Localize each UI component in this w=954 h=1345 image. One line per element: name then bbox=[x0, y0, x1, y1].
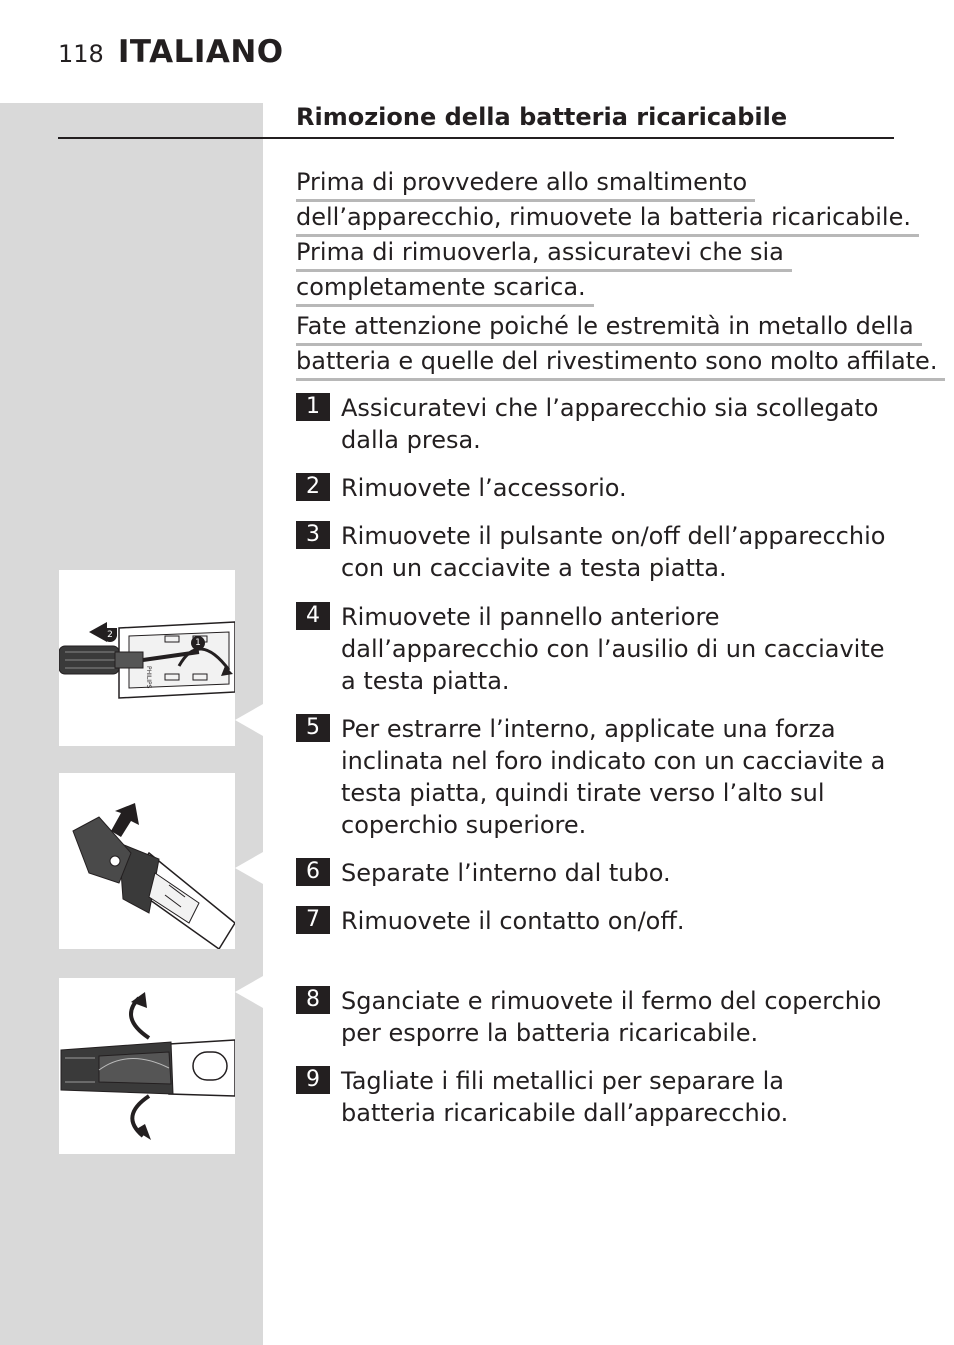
intro-line: dell’apparecchio, rimuovete la batteria ricaricabile. bbox=[296, 205, 919, 237]
step-number: 5 bbox=[296, 714, 330, 742]
figure-pointer bbox=[235, 972, 263, 1012]
step-3 bbox=[296, 520, 896, 584]
step-number: 4 bbox=[296, 602, 330, 630]
language-title: ITALIANO bbox=[117, 34, 284, 70]
step-text: Rimuovete il pannello anteriore dall’apparecchio con l’ausilio di un cacciavite a testa piatta. bbox=[341, 603, 885, 695]
step-1 bbox=[296, 392, 896, 456]
intro-paragraph-1 bbox=[296, 168, 911, 310]
step-number: 1 bbox=[296, 393, 330, 421]
shaver-internal-illustration bbox=[59, 773, 235, 949]
intro-line: Prima di rimuoverla, assicuratevi che sia bbox=[296, 240, 792, 272]
step-text: Rimuovete il pulsante on/off dell’apparecchio con un cacciavite a testa piatta. bbox=[341, 522, 886, 582]
page-header bbox=[58, 34, 284, 74]
step-number: 2 bbox=[296, 473, 330, 501]
figure-pointer bbox=[235, 848, 263, 888]
step-text: Separate l’interno dal tubo. bbox=[341, 859, 671, 887]
step-text: Sganciate e rimuovete il fermo del coperchio per esporre la batteria ricaricabile. bbox=[341, 987, 882, 1047]
step-number: 7 bbox=[296, 906, 330, 934]
step-7 bbox=[296, 905, 896, 937]
step-text: Per estrarre l’interno, applicate una forza inclinata nel foro indicato con un cacciavite a testa piatta, quindi tirate verso l’alto sul coperchio superiore. bbox=[341, 715, 886, 839]
warning-line: batteria e quelle del rivestimento sono molto affilate. bbox=[296, 349, 945, 381]
callout-2: 2 bbox=[103, 628, 117, 642]
page-number: 118 bbox=[58, 40, 104, 68]
step-number: 9 bbox=[296, 1066, 330, 1094]
figure-remove-front-panel bbox=[59, 570, 235, 746]
step-number: 8 bbox=[296, 986, 330, 1014]
step-text: Tagliate i fili metallici per separare la batteria ricaricabile dall’apparecchio. bbox=[341, 1067, 789, 1127]
step-8 bbox=[296, 985, 896, 1049]
section-rule bbox=[58, 137, 894, 139]
figure-pointer bbox=[235, 700, 263, 740]
intro-line: completamente scarica. bbox=[296, 275, 594, 307]
section-title: Rimozione della batteria ricaricabile bbox=[296, 103, 788, 131]
step-text: Assicuratevi che l’apparecchio sia scollegato dalla presa. bbox=[341, 394, 879, 454]
shaver-panel-illustration bbox=[59, 570, 235, 746]
callout-1: 1 bbox=[191, 636, 205, 650]
intro-line: Prima di provvedere allo smaltimento bbox=[296, 170, 755, 202]
step-2 bbox=[296, 472, 896, 504]
step-text: Rimuovete l’accessorio. bbox=[341, 474, 627, 502]
step-5 bbox=[296, 713, 896, 841]
step-number: 3 bbox=[296, 521, 330, 549]
step-4 bbox=[296, 601, 896, 697]
step-6 bbox=[296, 857, 896, 889]
figure-remove-battery bbox=[59, 978, 235, 1154]
battery-illustration bbox=[59, 978, 235, 1154]
step-number: 6 bbox=[296, 858, 330, 886]
step-text: Rimuovete il contatto on/off. bbox=[341, 907, 685, 935]
brand-label: PHILIPS bbox=[145, 666, 152, 689]
warning-line: Fate attenzione poiché le estremità in metallo della bbox=[296, 314, 922, 346]
warning-paragraph bbox=[296, 312, 938, 384]
figure-extract-internal bbox=[59, 773, 235, 949]
step-9 bbox=[296, 1065, 896, 1129]
